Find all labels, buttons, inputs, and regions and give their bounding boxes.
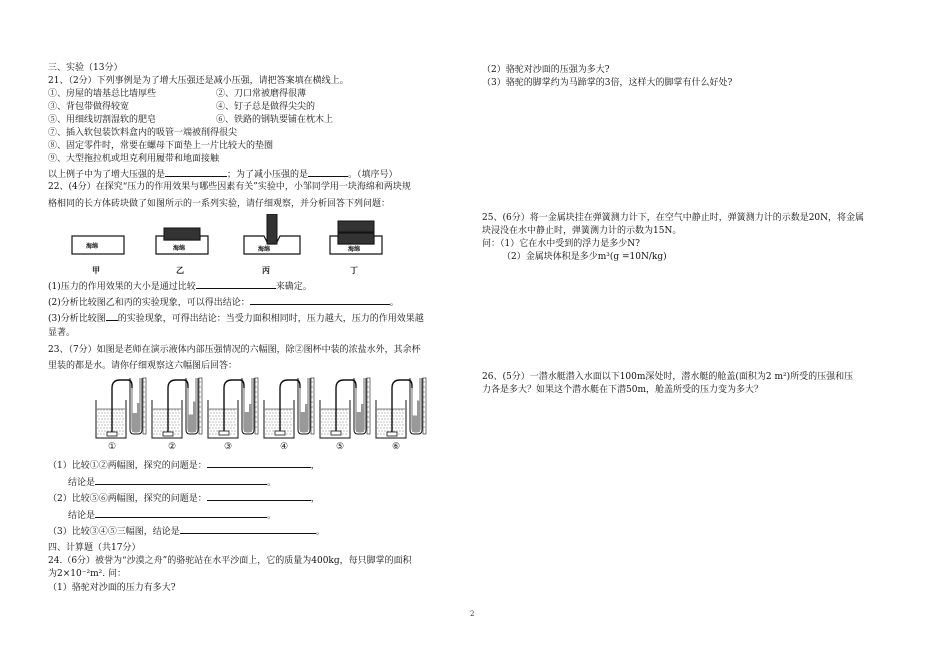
q24-stem: 24.（6分）被誉为“沙漠之舟”的骆驼站在水平沙面上，它的质量为400kg，每只脚掌的面积 <box>48 556 412 566</box>
figure-number: ⑥ <box>392 442 401 452</box>
figure-label: 丁 <box>350 265 358 275</box>
answer-blank[interactable] <box>207 491 311 501</box>
q21-item: ⑤、用细线切割湿软的肥皂 <box>48 115 157 125</box>
answer-blank[interactable] <box>308 167 348 177</box>
answer-blank[interactable] <box>95 475 267 485</box>
figure-label: 乙 <box>176 265 184 275</box>
section-4-heading: 四、计算题（共17分） <box>48 543 141 553</box>
svg-text:海绵: 海绵 <box>86 243 99 250</box>
q21-stem: 21、（2分）下列事例是为了增大压强还是减小压强，请把答案填在横线上。 <box>48 76 349 86</box>
figure-number: ② <box>168 442 177 452</box>
q24-stem: 为2×10⁻²m². 问： <box>48 569 126 579</box>
q21-item: ⑦、插入软包装饮料盒内的吸管一端被削得很尖 <box>48 128 238 138</box>
q22-answer-3-cont: 显著。 <box>48 328 76 338</box>
q21-item: ⑧、固定零件时，常要在螺母下面垫上一片比较大的垫圈 <box>48 141 274 151</box>
svg-text:海绵: 海绵 <box>173 245 186 252</box>
beaker-manometer <box>208 378 258 438</box>
q22-answer-3: (3)分析比较图 的实验现象，可得出结论：当受力面积相同时，压力越大，压力的作用效果越 <box>48 311 424 325</box>
q21-item: ③、背包带做得较宽 <box>48 102 130 112</box>
q21-item: ④、钉子总是做得尖尖的 <box>216 102 316 112</box>
answer-blank[interactable] <box>196 279 276 289</box>
beaker-manometer <box>152 378 202 438</box>
q22-stem: 22、(4分）在探究“压力的作用效果与哪些因素有关”实验中，小邹同学用一块海绵和两块规 <box>48 182 411 192</box>
sponge-brick-figure <box>68 214 418 276</box>
q23-answer-3: （3）比较③④⑤三幅图，结论是 。 <box>48 524 325 538</box>
q26-stem: 力各是多大？如果这个潜水艇在下潜50m，舱盖所受的压力变为多大？ <box>482 385 763 395</box>
q25-part-1: 问：（1）它在水中受到的浮力是多少N? <box>482 239 640 249</box>
q26-stem: 26、(5分）一潜水艇潜入水面以下100m深处时，潜水艇的舱盖(面积为2 m²)所受的压强和压 <box>482 372 854 382</box>
q24-part-3: （3）骆驼的脚掌约为马蹄掌的3倍，这样大的脚掌有什么好处? <box>482 78 733 88</box>
answer-blank[interactable] <box>207 458 311 468</box>
q23-conclusion-1: 结论是 。 <box>68 475 276 489</box>
q25-stem: 25、(6分）将一金属块挂在弹簧测力计下，在空气中静止时，弹簧测力计的示数是20N，将金属 <box>482 213 865 223</box>
liquid-pressure-figure <box>92 374 432 442</box>
q23-answer-2: （2）比较⑤⑥两幅图，探究的问题是： ， <box>48 491 320 505</box>
answer-blank[interactable] <box>95 508 267 518</box>
svg-text:海绵: 海绵 <box>348 246 361 253</box>
brick-top <box>338 221 374 232</box>
q22-stem: 格相同的长方体砖块做了如图所示的一系列实验，请仔细观察，并分析回答下列问题： <box>48 199 391 209</box>
q21-item: ②、刀口常被磨得很薄 <box>216 89 307 99</box>
beaker-manometer <box>376 378 426 438</box>
figure-number: ③ <box>224 442 233 452</box>
figure-number: ④ <box>280 442 289 452</box>
q25-stem: 块浸没在水中静止时，弹簧测力计的示数为15N。 <box>482 226 682 236</box>
q24-part-2: （2）骆驼对沙面的压强为多大? <box>482 65 610 75</box>
q23-conclusion-2: 结论是 。 <box>68 508 276 522</box>
q21-item: ⑥、铁路的钢轨要铺在枕木上 <box>216 115 334 125</box>
beaker-manometer <box>264 378 314 438</box>
brick-upright <box>267 214 277 244</box>
beaker-manometer <box>320 378 370 438</box>
figure-label: 甲 <box>92 265 100 275</box>
q24-part-1: （1）骆驼对沙面的压力有多大? <box>48 583 176 593</box>
page-number: 2 <box>470 610 475 618</box>
q22-answer-2: (2)分析比较图乙和丙的实验现象，可以得出结论： 。 <box>48 295 399 309</box>
q23-answer-1: （1）比较①②两幅图，探究的问题是： ， <box>48 458 320 472</box>
q21-item: ①、房屋的墙基总比墙厚些 <box>48 89 157 99</box>
q23-stem: 23、（7分）如图是老师在演示液体内部压强情况的六幅图，除②图杯中装的浓盐水外，其余杯 <box>48 345 421 355</box>
svg-text:海绵: 海绵 <box>258 246 271 253</box>
figure-number: ① <box>108 442 117 452</box>
figure-number: ⑤ <box>336 442 345 452</box>
q21-item: ⑨、大型拖拉机或坦克利用履带和地面接触 <box>48 154 220 164</box>
q22-answer-1: (1)压力的作用效果的大小是通过比较 来确定。 <box>48 279 312 293</box>
answer-blank[interactable] <box>165 167 227 177</box>
answer-blank[interactable] <box>180 524 316 534</box>
section-3-heading: 三、实验（13分） <box>48 63 123 73</box>
q25-part-2: （2）金属块体积是多少m³(g =10N/kg) <box>502 252 667 262</box>
brick-flat <box>164 228 200 240</box>
q23-stem: 里装的都是水。请你仔细观察这六幅图后回答： <box>48 361 238 371</box>
answer-blank[interactable] <box>106 311 118 321</box>
answer-blank[interactable] <box>250 295 390 305</box>
beaker-manometer <box>96 378 146 438</box>
brick-bottom <box>338 233 374 244</box>
q21-answer-line: 以上例子中为了增大压强的是 ；为了减小压强的是 。（填序号） <box>48 167 398 181</box>
figure-label: 丙 <box>262 265 270 275</box>
